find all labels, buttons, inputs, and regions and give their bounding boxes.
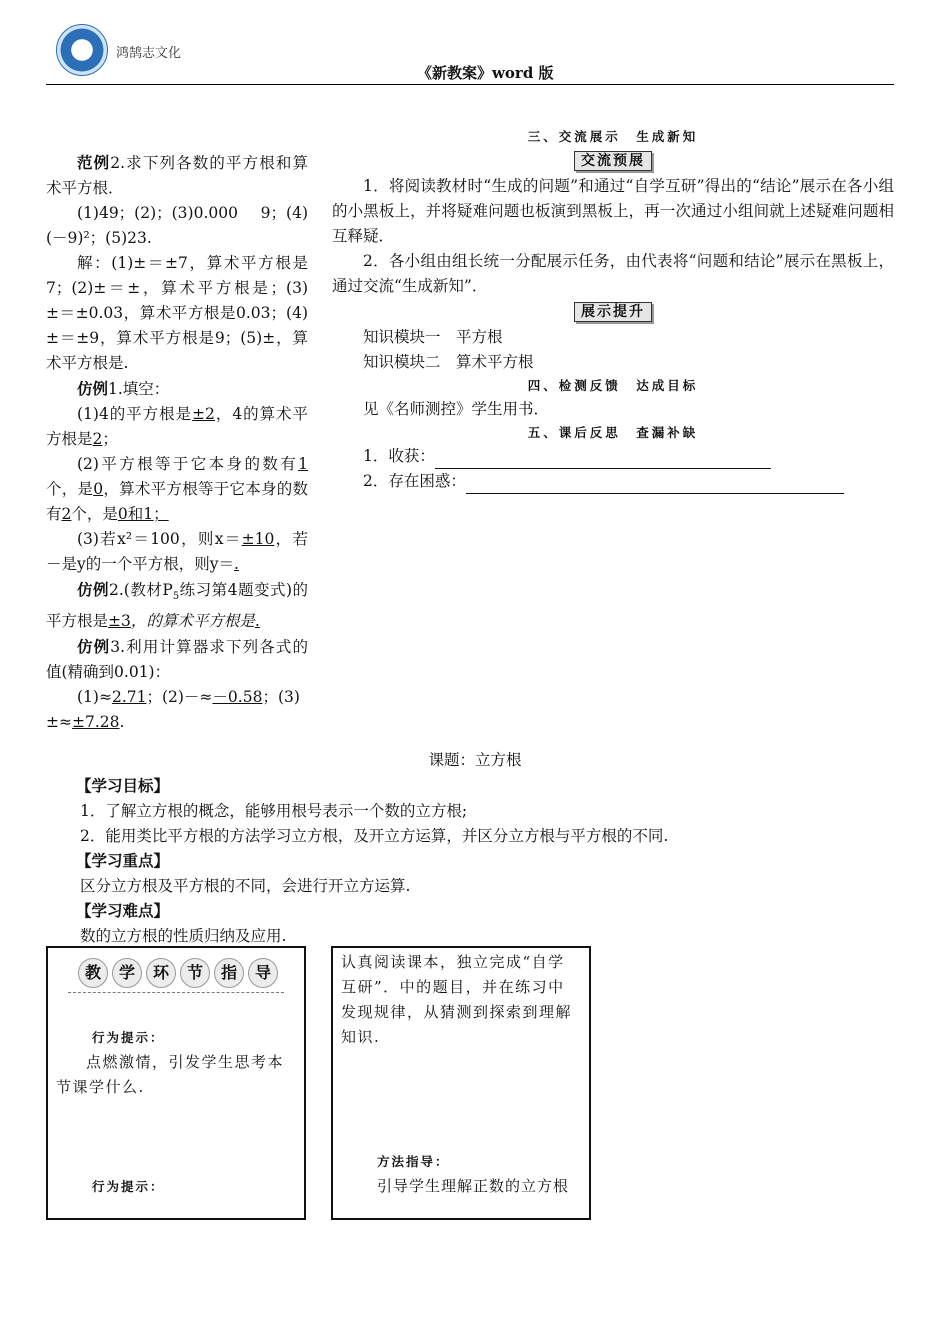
example-2 [46, 150, 308, 201]
banner-char-6: 导 [248, 958, 278, 988]
goal-1: 1．了解立方根的概念，能够用根号表示一个数的立方根; [80, 802, 468, 820]
solution-label: 解 [77, 254, 95, 272]
q3-text-a: (3)若x²＝100，则x＝ [77, 530, 242, 548]
practice-3-label: 仿例 [77, 637, 111, 657]
method-guide-text: 引导学生理解正数的立方根 [377, 1177, 570, 1195]
practice-1-label: 仿例 [77, 379, 109, 398]
example-2-text: 2.求下列各数的平方根和算术平方根． [46, 154, 308, 197]
p3-answer-1: 2.71 [111, 688, 147, 707]
goal-heading: 【学习目标】 [76, 778, 170, 795]
self-study-text: 认真阅读课本，独立完成“自学互研”．中的题目，并在练习中发现规律，从猜测到探索到理解知识. [341, 953, 573, 1046]
q2-answer-4: 0和1； [117, 505, 169, 523]
key-heading: 【学习重点】 [76, 853, 170, 870]
q1-answer-2: 2 [92, 430, 103, 448]
p3-text-d: . [119, 713, 125, 732]
difficulty-text: 数的立方根的性质归纳及应用. [80, 927, 287, 945]
q2-text-c: ，算术平方根等于它本身的数有 [46, 480, 308, 523]
practice-2-answer-1: ±3 [108, 612, 131, 631]
banner-divider [68, 992, 284, 993]
teaching-guide-banner [74, 956, 280, 990]
q3-answer-1: ±10 [241, 530, 275, 548]
practice-3 [46, 634, 308, 685]
p3-text-b: ；(2)－≈ [146, 688, 213, 707]
banner-char-3: 环 [146, 958, 176, 988]
practice-1-q3 [46, 527, 308, 577]
goal-2: 2．能用类比平方根的方法学习立方根，及开立方运算，并区分立方根与平方根的不同. [80, 827, 669, 845]
reflection-confusion-label: 2．存在困惑： [363, 472, 466, 490]
stamp-exchange-wrap [332, 148, 894, 172]
lesson-body [60, 774, 900, 949]
practice-2-text-a: 2.(教材P [109, 581, 173, 599]
q2-text-d: 个，是 [71, 505, 118, 523]
knowledge-module-1: 知识模块一 平方根 [363, 328, 503, 346]
knowledge-module-2: 知识模块二 算术平方根 [363, 353, 534, 371]
practice-3-items [46, 685, 308, 735]
practice-2 [46, 577, 308, 634]
solution [46, 251, 308, 376]
banner-char-4: 节 [180, 958, 210, 988]
section-4-heading: 四、检测反馈 达成目标 [527, 378, 699, 393]
p3-text-c: ；(3)±≈ [46, 688, 300, 732]
right-column [332, 126, 894, 494]
lesson-title: 课题：立方根 [428, 751, 522, 769]
banner-char-5: 指 [214, 958, 244, 988]
left-column [46, 150, 308, 735]
example-2-items: (1)49；(2)；(3)0.000 9；(4)(－9)²；(5)23. [46, 204, 308, 247]
behavior-hint-text-1: 点燃激情，引发学生思考本节课学什么. [56, 1053, 285, 1096]
practice-2-text-b: 练习第4题变式)的平方根是 [46, 581, 308, 631]
practice-3-text: 3.利用计算器求下列各式的值(精确到0.01)： [46, 638, 308, 682]
example-2-label: 范例 [77, 153, 111, 172]
stamp-exchange: 交流预展 [574, 151, 652, 171]
practice-2-answer-2: . [254, 612, 260, 631]
reflection-confusion-blank [466, 477, 844, 494]
key-text: 区分立方根及平方根的不同，会进行开立方运算. [80, 877, 411, 895]
reflection-gain [332, 444, 894, 469]
stamp-display: 展示提升 [574, 302, 652, 322]
p3-answer-2: －0.58 [212, 688, 263, 707]
section-3-heading: 三、交流展示 生成新知 [527, 129, 699, 144]
q3-answer-2: . [234, 555, 239, 573]
q1-answer-1: ±2 [192, 405, 215, 423]
self-study-box [331, 946, 591, 1220]
header-title: 《新教案》word 版 [417, 64, 554, 82]
q2-text-b: 个，是 [46, 480, 94, 498]
practice-2-text-c: ，的算术平方根是 [130, 612, 255, 631]
q2-text-a: (2)平方根等于它本身的数有 [77, 455, 299, 473]
practice-1-q2 [46, 452, 308, 527]
exchange-paragraph-2: 2．各小组由组长统一分配展示任务，由代表将“问题和结论”展示在黑板上，通过交流“生成新知”． [332, 252, 894, 295]
practice-1 [46, 376, 308, 402]
practice-1-q1 [46, 402, 308, 452]
q3-text-b: ，若－是y的一个平方根，则y＝ [46, 530, 308, 573]
practice-2-sub: 5 [172, 591, 180, 603]
q1-text-c: ； [102, 430, 118, 448]
p3-answer-3: ±7.28 [71, 713, 120, 732]
q1-text-b: ，4的算术平方根是 [46, 405, 308, 448]
logo-icon [56, 24, 108, 76]
practice-2-label: 仿例 [77, 580, 109, 599]
header-rule [46, 84, 894, 85]
reflection-gain-blank [435, 452, 771, 469]
teaching-guide-box [46, 946, 306, 1220]
exchange-paragraph-1: 1．将阅读教材时“生成的问题”和通过“自学互研”得出的“结论”展示在各小组的小黑板上，并将疑难问题也板演到黑板上，再一次通过小组间就上述疑难问题相互释疑． [332, 177, 894, 245]
q2-answer-2: 0 [93, 480, 104, 498]
feedback-text: 见《名师测控》学生用书． [363, 400, 550, 418]
reflection-gain-label: 1．收获： [363, 447, 435, 465]
q1-text-a: (1)4的平方根是 [77, 405, 193, 423]
banner-char-1: 教 [78, 958, 108, 988]
method-guide-label: 方法指导： [377, 1154, 450, 1169]
behavior-hint-label-2: 行为提示： [92, 1179, 165, 1194]
reflection-confusion [332, 469, 894, 494]
q2-answer-1: 1 [298, 455, 308, 473]
behavior-hint-label-1: 行为提示： [92, 1030, 165, 1045]
solution-text: ：(1)±＝±7，算术平方根是7；(2)±＝±，算术平方根是；(3)±＝±0.03，算术平方根是0.03；(4)±＝±9，算术平方根是9；(5)±，算术平方根是. [46, 254, 308, 372]
section-5-heading: 五、课后反思 查漏补缺 [527, 425, 699, 440]
logo-text: 鸿鹄志文化 [116, 45, 182, 60]
difficulty-heading: 【学习难点】 [76, 903, 170, 920]
stamp-display-wrap [332, 299, 894, 323]
banner-char-2: 学 [112, 958, 142, 988]
practice-1-text: 1.填空： [108, 380, 170, 398]
q2-answer-3: 2 [61, 505, 72, 523]
p3-text-a: (1)≈ [77, 688, 112, 707]
